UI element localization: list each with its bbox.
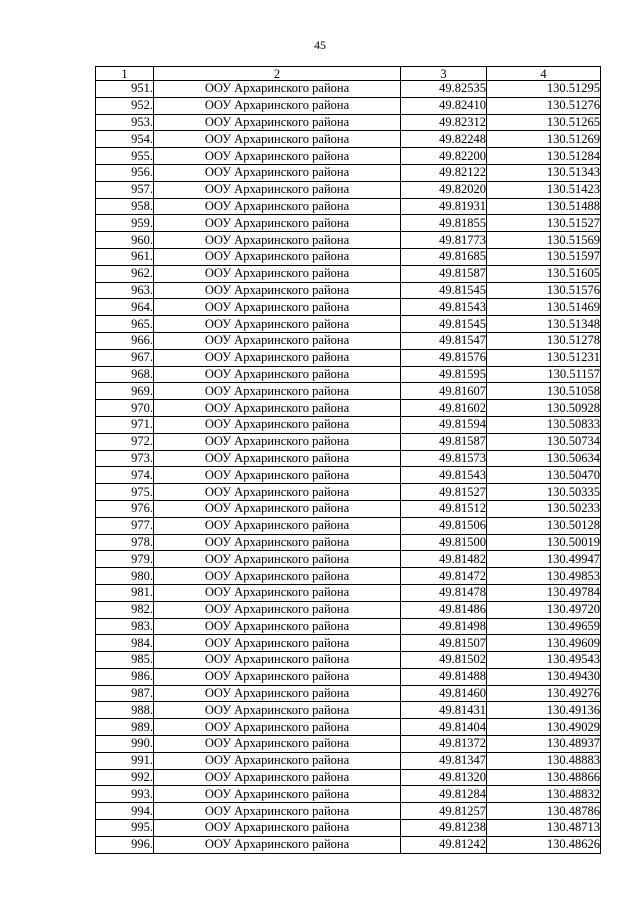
row-number: 961. (96, 248, 154, 265)
column-header-4: 4 (487, 67, 601, 81)
row-longitude: 130.51231 (487, 349, 601, 366)
table-row (96, 416, 601, 433)
row-name: ООУ Архаринского района (154, 416, 401, 433)
row-longitude: 130.49136 (487, 702, 601, 719)
row-latitude: 49.81587 (401, 265, 487, 282)
row-latitude: 49.81500 (401, 534, 487, 551)
row-name: ООУ Архаринского района (154, 820, 401, 837)
row-number: 972. (96, 433, 154, 450)
row-number: 975. (96, 484, 154, 501)
row-name: ООУ Архаринского района (154, 114, 401, 131)
row-number: 965. (96, 316, 154, 333)
table-row (96, 668, 601, 685)
row-number: 951. (96, 81, 154, 98)
row-name: ООУ Архаринского района (154, 601, 401, 618)
row-name: ООУ Архаринского района (154, 366, 401, 383)
row-number: 973. (96, 450, 154, 467)
table-row (96, 551, 601, 568)
row-number: 964. (96, 299, 154, 316)
row-number: 984. (96, 635, 154, 652)
row-latitude: 49.81238 (401, 820, 487, 837)
row-longitude: 130.50019 (487, 534, 601, 551)
row-longitude: 130.48626 (487, 836, 601, 853)
row-longitude: 130.51423 (487, 181, 601, 198)
row-latitude: 49.82020 (401, 181, 487, 198)
row-latitude: 49.81486 (401, 601, 487, 618)
row-name: ООУ Архаринского района (154, 702, 401, 719)
row-number: 991. (96, 752, 154, 769)
row-latitude: 49.81404 (401, 719, 487, 736)
row-name: ООУ Архаринского района (154, 635, 401, 652)
row-number: 967. (96, 349, 154, 366)
row-name: ООУ Архаринского района (154, 383, 401, 400)
row-number: 990. (96, 736, 154, 753)
coordinates-table (95, 66, 601, 854)
table-row (96, 131, 601, 148)
table-row (96, 400, 601, 417)
row-latitude: 49.81488 (401, 668, 487, 685)
row-name: ООУ Архаринского района (154, 467, 401, 484)
row-longitude: 130.50128 (487, 517, 601, 534)
row-name: ООУ Архаринского района (154, 736, 401, 753)
row-longitude: 130.49543 (487, 652, 601, 669)
table-row (96, 383, 601, 400)
table-row (96, 114, 601, 131)
column-header-3: 3 (401, 67, 487, 81)
table-row (96, 702, 601, 719)
table-row (96, 433, 601, 450)
row-longitude: 130.50833 (487, 416, 601, 433)
row-latitude: 49.81855 (401, 215, 487, 232)
row-longitude: 130.48832 (487, 786, 601, 803)
row-latitude: 49.81527 (401, 484, 487, 501)
row-number: 968. (96, 366, 154, 383)
table-row (96, 450, 601, 467)
row-latitude: 49.81545 (401, 282, 487, 299)
row-latitude: 49.81595 (401, 366, 487, 383)
row-number: 996. (96, 836, 154, 853)
row-latitude: 49.81257 (401, 803, 487, 820)
row-name: ООУ Архаринского района (154, 517, 401, 534)
row-name: ООУ Архаринского района (154, 215, 401, 232)
row-number: 953. (96, 114, 154, 131)
row-number: 982. (96, 601, 154, 618)
row-latitude: 49.81506 (401, 517, 487, 534)
row-longitude: 130.50233 (487, 500, 601, 517)
table-row (96, 299, 601, 316)
row-number: 971. (96, 416, 154, 433)
row-number: 983. (96, 618, 154, 635)
row-latitude: 49.82535 (401, 81, 487, 98)
row-latitude: 49.81545 (401, 316, 487, 333)
table-row (96, 685, 601, 702)
row-latitude: 49.81460 (401, 685, 487, 702)
row-longitude: 130.49947 (487, 551, 601, 568)
row-number: 966. (96, 332, 154, 349)
row-latitude: 49.81685 (401, 248, 487, 265)
column-header-1: 1 (96, 67, 154, 81)
row-name: ООУ Архаринского района (154, 836, 401, 853)
row-name: ООУ Архаринского района (154, 584, 401, 601)
row-longitude: 130.51569 (487, 232, 601, 249)
row-longitude: 130.51269 (487, 131, 601, 148)
row-name: ООУ Архаринского района (154, 299, 401, 316)
table-row (96, 635, 601, 652)
table-row (96, 584, 601, 601)
row-longitude: 130.50470 (487, 467, 601, 484)
row-number: 980. (96, 568, 154, 585)
row-number: 954. (96, 131, 154, 148)
table-row (96, 332, 601, 349)
row-name: ООУ Архаринского района (154, 316, 401, 333)
row-longitude: 130.48786 (487, 803, 601, 820)
row-longitude: 130.51284 (487, 148, 601, 165)
row-name: ООУ Архаринского района (154, 484, 401, 501)
row-number: 962. (96, 265, 154, 282)
row-number: 976. (96, 500, 154, 517)
table-row (96, 736, 601, 753)
row-latitude: 49.81284 (401, 786, 487, 803)
row-number: 988. (96, 702, 154, 719)
row-latitude: 49.81573 (401, 450, 487, 467)
row-number: 963. (96, 282, 154, 299)
table-row (96, 652, 601, 669)
row-number: 994. (96, 803, 154, 820)
row-name: ООУ Архаринского района (154, 349, 401, 366)
row-longitude: 130.48713 (487, 820, 601, 837)
column-header-2: 2 (154, 67, 401, 81)
row-name: ООУ Архаринского района (154, 97, 401, 114)
row-latitude: 49.81507 (401, 635, 487, 652)
row-latitude: 49.81773 (401, 232, 487, 249)
row-number: 987. (96, 685, 154, 702)
row-number: 970. (96, 400, 154, 417)
row-longitude: 130.51469 (487, 299, 601, 316)
row-longitude: 130.48866 (487, 769, 601, 786)
row-name: ООУ Архаринского района (154, 198, 401, 215)
row-number: 960. (96, 232, 154, 249)
row-latitude: 49.81372 (401, 736, 487, 753)
row-latitude: 49.81472 (401, 568, 487, 585)
row-name: ООУ Архаринского района (154, 719, 401, 736)
row-name: ООУ Архаринского района (154, 282, 401, 299)
table-row (96, 164, 601, 181)
row-longitude: 130.51488 (487, 198, 601, 215)
row-latitude: 49.81320 (401, 769, 487, 786)
row-latitude: 49.82122 (401, 164, 487, 181)
row-latitude: 49.81547 (401, 332, 487, 349)
row-name: ООУ Архаринского района (154, 668, 401, 685)
row-longitude: 130.51527 (487, 215, 601, 232)
row-number: 995. (96, 820, 154, 837)
row-longitude: 130.51265 (487, 114, 601, 131)
table-row (96, 148, 601, 165)
table-row (96, 198, 601, 215)
row-longitude: 130.51597 (487, 248, 601, 265)
row-latitude: 49.82312 (401, 114, 487, 131)
row-number: 978. (96, 534, 154, 551)
row-longitude: 130.50928 (487, 400, 601, 417)
table-row (96, 282, 601, 299)
row-longitude: 130.51058 (487, 383, 601, 400)
table-row (96, 820, 601, 837)
row-latitude: 49.81498 (401, 618, 487, 635)
row-latitude: 49.81602 (401, 400, 487, 417)
row-latitude: 49.82410 (401, 97, 487, 114)
row-number: 956. (96, 164, 154, 181)
row-name: ООУ Архаринского района (154, 786, 401, 803)
table-header (96, 67, 601, 81)
row-number: 969. (96, 383, 154, 400)
row-longitude: 130.51343 (487, 164, 601, 181)
row-longitude: 130.50634 (487, 450, 601, 467)
table-row (96, 601, 601, 618)
row-name: ООУ Архаринского района (154, 450, 401, 467)
row-longitude: 130.49784 (487, 584, 601, 601)
row-name: ООУ Архаринского района (154, 500, 401, 517)
row-number: 952. (96, 97, 154, 114)
row-longitude: 130.50734 (487, 433, 601, 450)
table-row (96, 618, 601, 635)
row-name: ООУ Архаринского района (154, 652, 401, 669)
row-longitude: 130.51295 (487, 81, 601, 98)
table-row (96, 836, 601, 853)
header-row (96, 67, 601, 81)
row-number: 986. (96, 668, 154, 685)
row-latitude: 49.81543 (401, 299, 487, 316)
row-longitude: 130.48937 (487, 736, 601, 753)
row-longitude: 130.49029 (487, 719, 601, 736)
row-longitude: 130.51605 (487, 265, 601, 282)
table-row (96, 719, 601, 736)
row-latitude: 49.81512 (401, 500, 487, 517)
row-name: ООУ Архаринского района (154, 81, 401, 98)
table-row (96, 349, 601, 366)
row-name: ООУ Архаринского района (154, 248, 401, 265)
row-number: 992. (96, 769, 154, 786)
row-name: ООУ Архаринского района (154, 181, 401, 198)
row-number: 955. (96, 148, 154, 165)
row-latitude: 49.81594 (401, 416, 487, 433)
table-row (96, 81, 601, 98)
row-name: ООУ Архаринского района (154, 752, 401, 769)
row-longitude: 130.51576 (487, 282, 601, 299)
row-latitude: 49.82200 (401, 148, 487, 165)
row-number: 993. (96, 786, 154, 803)
row-latitude: 49.81576 (401, 349, 487, 366)
row-name: ООУ Архаринского района (154, 803, 401, 820)
row-number: 989. (96, 719, 154, 736)
row-latitude: 49.81607 (401, 383, 487, 400)
row-longitude: 130.51157 (487, 366, 601, 383)
table-row (96, 97, 601, 114)
row-longitude: 130.49720 (487, 601, 601, 618)
row-latitude: 49.81543 (401, 467, 487, 484)
row-name: ООУ Архаринского района (154, 232, 401, 249)
table-body (96, 81, 601, 854)
row-name: ООУ Архаринского района (154, 534, 401, 551)
row-longitude: 130.48883 (487, 752, 601, 769)
row-name: ООУ Архаринского района (154, 568, 401, 585)
row-longitude: 130.49853 (487, 568, 601, 585)
row-name: ООУ Архаринского района (154, 332, 401, 349)
table-row (96, 248, 601, 265)
row-number: 979. (96, 551, 154, 568)
table-row (96, 786, 601, 803)
row-name: ООУ Архаринского района (154, 148, 401, 165)
table-row (96, 769, 601, 786)
row-number: 958. (96, 198, 154, 215)
row-longitude: 130.51278 (487, 332, 601, 349)
row-latitude: 49.81931 (401, 198, 487, 215)
row-name: ООУ Архаринского района (154, 618, 401, 635)
row-longitude: 130.51276 (487, 97, 601, 114)
row-latitude: 49.81502 (401, 652, 487, 669)
table-row (96, 568, 601, 585)
page-number: 45 (314, 38, 326, 52)
table-row (96, 467, 601, 484)
row-name: ООУ Архаринского района (154, 164, 401, 181)
row-number: 959. (96, 215, 154, 232)
table-row (96, 215, 601, 232)
row-longitude: 130.49609 (487, 635, 601, 652)
table-row (96, 517, 601, 534)
row-name: ООУ Архаринского района (154, 433, 401, 450)
row-latitude: 49.81242 (401, 836, 487, 853)
row-longitude: 130.49430 (487, 668, 601, 685)
row-longitude: 130.50335 (487, 484, 601, 501)
table-row (96, 484, 601, 501)
row-name: ООУ Архаринского района (154, 265, 401, 282)
table-row (96, 366, 601, 383)
row-longitude: 130.51348 (487, 316, 601, 333)
row-latitude: 49.81482 (401, 551, 487, 568)
row-latitude: 49.81431 (401, 702, 487, 719)
table-row (96, 803, 601, 820)
row-longitude: 130.49659 (487, 618, 601, 635)
table-row (96, 500, 601, 517)
row-name: ООУ Архаринского района (154, 400, 401, 417)
table-row (96, 534, 601, 551)
row-latitude: 49.82248 (401, 131, 487, 148)
table-row (96, 181, 601, 198)
row-number: 957. (96, 181, 154, 198)
row-latitude: 49.81478 (401, 584, 487, 601)
table-row (96, 316, 601, 333)
row-number: 974. (96, 467, 154, 484)
row-latitude: 49.81587 (401, 433, 487, 450)
row-number: 985. (96, 652, 154, 669)
row-name: ООУ Архаринского района (154, 131, 401, 148)
row-number: 981. (96, 584, 154, 601)
row-longitude: 130.49276 (487, 685, 601, 702)
table-row (96, 265, 601, 282)
table-row (96, 232, 601, 249)
row-name: ООУ Архаринского района (154, 769, 401, 786)
row-name: ООУ Архаринского района (154, 551, 401, 568)
table-row (96, 752, 601, 769)
row-latitude: 49.81347 (401, 752, 487, 769)
row-name: ООУ Архаринского района (154, 685, 401, 702)
row-number: 977. (96, 517, 154, 534)
